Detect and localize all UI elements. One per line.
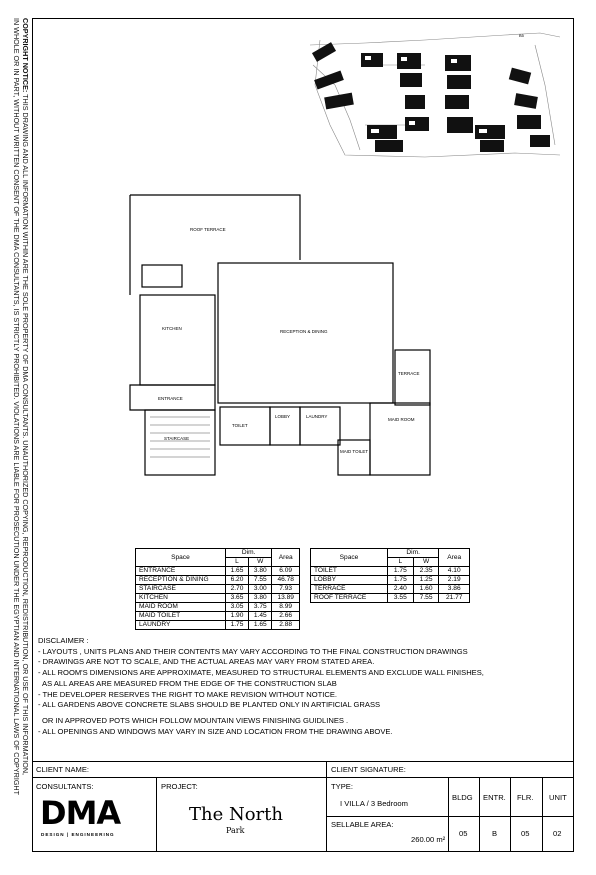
dma-logo: DMA bbox=[40, 794, 121, 832]
cell-w: 3.00 bbox=[249, 585, 272, 594]
cell-w: 2.35 bbox=[413, 567, 439, 576]
disclaimer-item: - THE DEVELOPER RESERVES THE RIGHT TO MAKE REVISION WITHOUT NOTICE. bbox=[38, 689, 338, 699]
project-label: PROJECT: bbox=[161, 782, 198, 791]
cell-l: 3.55 bbox=[387, 594, 413, 603]
room-staircase: STAIRCASE bbox=[164, 436, 190, 441]
room-toilet: TOILET bbox=[232, 423, 248, 428]
site-marker: B5 bbox=[519, 33, 524, 38]
val-bldg: 05 bbox=[459, 829, 468, 838]
cell-area: 2.19 bbox=[439, 576, 470, 585]
table-row bbox=[136, 585, 300, 594]
disclaimer-title: DISCLAIMER : bbox=[38, 636, 89, 645]
hdr-entr: ENTR. bbox=[483, 793, 506, 802]
cell-area: 4.10 bbox=[439, 567, 470, 576]
col-w: W bbox=[249, 558, 272, 567]
cell-w: 1.60 bbox=[413, 585, 439, 594]
cell-l: 1.75 bbox=[387, 576, 413, 585]
cell-w: 3.80 bbox=[249, 594, 272, 603]
cell-space: ENTRANCE bbox=[136, 567, 226, 576]
cell-w: 3.75 bbox=[249, 603, 272, 612]
client-signature-label: CLIENT SIGNATURE: bbox=[331, 765, 406, 774]
cell-l: 1.75 bbox=[387, 567, 413, 576]
col-area: Area bbox=[272, 549, 300, 567]
sellable-area-value: 260.00 m² bbox=[411, 835, 446, 844]
room-laundry: LAUNDRY bbox=[306, 414, 328, 419]
cell-space: LOBBY bbox=[311, 576, 388, 585]
consultants-label: CONSULTANTS: bbox=[36, 782, 94, 791]
cell-space: TOILET bbox=[311, 567, 388, 576]
copyright-notice bbox=[4, 18, 30, 852]
col-w: W bbox=[413, 558, 439, 567]
disclaimer-item: AS ALL AREAS ARE MEASURED FROM THE EDGE OF THE CONSTRUCTION SLAB bbox=[42, 678, 337, 688]
cell-w: 7.55 bbox=[413, 594, 439, 603]
table-row bbox=[311, 576, 470, 585]
cell-space: MAID TOILET bbox=[136, 612, 226, 621]
disclaimer-item: OR IN APPROVED POTS WHICH FOLLOW MOUNTAIN VIEWS FINISHING GUIDLINES . bbox=[42, 715, 349, 725]
room-roof-terrace: ROOF TERRACE bbox=[190, 227, 226, 232]
cell-l: 2.40 bbox=[387, 585, 413, 594]
val-entr: B bbox=[492, 829, 498, 838]
table-row bbox=[311, 594, 470, 603]
room-entrance: ENTRANCE bbox=[158, 396, 183, 401]
cell-l: 3.65 bbox=[225, 594, 248, 603]
project-logo: The North bbox=[189, 804, 283, 825]
disclaimer-item: - DRAWINGS ARE NOT TO SCALE, AND THE ACTUAL AREAS MAY VARY FROM STATED AREA. bbox=[38, 657, 375, 667]
project-logo-sub: Park bbox=[226, 826, 245, 835]
table-row bbox=[311, 585, 470, 594]
site-plan bbox=[305, 25, 567, 165]
copyright-line-1: THIS DRAWING AND ALL INFORMATION WITHIN ARE THE SOLE PROPERTY OF DMA CONSULTANTS. UNAUTHORIZED COPYING, REPRODUCTION, REDISTRIBUTION, OR USE OF THIS INFORMATION, bbox=[21, 92, 30, 776]
cell-l: 2.70 bbox=[225, 585, 248, 594]
cell-area: 2.66 bbox=[272, 612, 300, 621]
cell-space: MAID ROOM bbox=[136, 603, 226, 612]
col-area: Area bbox=[439, 549, 470, 567]
table-row bbox=[136, 594, 300, 603]
cell-l: 1.75 bbox=[225, 621, 248, 630]
cell-l: 6.20 bbox=[225, 576, 248, 585]
disclaimer-item: - ALL ROOM'S DIMENSIONS ARE APPROXIMATE, MEASURED TO STRUCTURAL ELEMENTS AND EXCLUDE WALL FINISHES, bbox=[38, 668, 484, 678]
cell-area: 3.86 bbox=[439, 585, 470, 594]
cell-w: 3.80 bbox=[249, 567, 272, 576]
disclaimer-item: - ALL GARDENS ABOVE CONCRETE SLABS SHOULD BE PLANTED ONLY IN ARTIFICIAL GRASS bbox=[38, 700, 381, 710]
cell-area: 8.99 bbox=[272, 603, 300, 612]
room-reception: RECEPTION & DINING bbox=[280, 329, 328, 334]
room-lobby: LOBBY bbox=[275, 414, 291, 419]
cell-space: ROOF TERRACE bbox=[311, 594, 388, 603]
cell-w: 1.45 bbox=[249, 612, 272, 621]
type-label: TYPE: bbox=[331, 782, 353, 791]
val-unit: 02 bbox=[553, 829, 562, 838]
cell-w: 1.25 bbox=[413, 576, 439, 585]
floor-plan bbox=[120, 185, 450, 490]
copyright-line-2: IN WHOLE OR IN PART, WITHOUT WRITTEN CONSENT OF THE DMA CONSULTANTS, IS STRICTLY PROHIBITED. VIOLATIONS ARE LIABLE FOR PROSECUTION UNDER THE EGYPTIAN AND INTERNATIONAL LAWS OF COPYRIGHT bbox=[12, 18, 21, 796]
col-dim: Dim. bbox=[225, 549, 272, 558]
client-name-label: CLIENT NAME: bbox=[36, 765, 90, 774]
table-row bbox=[136, 603, 300, 612]
type-value: I VILLA / 3 Bedroom bbox=[340, 799, 408, 808]
table-row bbox=[136, 621, 300, 630]
copyright-title: COPYRIGHT NOTICE: bbox=[21, 18, 30, 93]
cell-space: LAUNDRY bbox=[136, 621, 226, 630]
cell-area: 7.93 bbox=[272, 585, 300, 594]
cell-area: 46.78 bbox=[272, 576, 300, 585]
room-kitchen: KITCHEN bbox=[162, 326, 182, 331]
col-space: Space bbox=[136, 549, 226, 567]
room-maid-toilet: MAID TOILET bbox=[340, 449, 369, 454]
disclaimer bbox=[38, 636, 568, 737]
hdr-flr: FLR. bbox=[517, 793, 534, 802]
sellable-area-label: SELLABLE AREA: bbox=[331, 820, 394, 829]
dma-logo-sub: DESIGN | ENGINEERING bbox=[41, 832, 115, 837]
cell-area: 21.77 bbox=[439, 594, 470, 603]
cell-l: 1.65 bbox=[225, 567, 248, 576]
col-l: L bbox=[387, 558, 413, 567]
hdr-unit: UNIT bbox=[549, 793, 567, 802]
disclaimer-item: - ALL OPENINGS AND WINDOWS MAY VARY IN SIZE AND LOCATION FROM THE DRAWING ABOVE. bbox=[38, 726, 393, 736]
col-dim: Dim. bbox=[387, 549, 439, 558]
cell-w: 7.55 bbox=[249, 576, 272, 585]
val-flr: 05 bbox=[521, 829, 530, 838]
room-maid-room: MAID ROOM bbox=[388, 417, 415, 422]
table-row bbox=[311, 567, 470, 576]
room-terrace: TERRACE bbox=[398, 371, 420, 376]
cell-area: 2.88 bbox=[272, 621, 300, 630]
cell-l: 1.90 bbox=[225, 612, 248, 621]
area-table-right bbox=[310, 548, 470, 603]
cell-space: STAIRCASE bbox=[136, 585, 226, 594]
table-row bbox=[136, 612, 300, 621]
table-row bbox=[136, 567, 300, 576]
cell-l: 3.05 bbox=[225, 603, 248, 612]
cell-space: TERRACE bbox=[311, 585, 388, 594]
cell-space: RECEPTION & DINING bbox=[136, 576, 226, 585]
col-l: L bbox=[225, 558, 248, 567]
col-space: Space bbox=[311, 549, 388, 567]
cell-area: 6.09 bbox=[272, 567, 300, 576]
cell-w: 1.65 bbox=[249, 621, 272, 630]
disclaimer-item: - LAYOUTS , UNITS PLANS AND THEIR CONTENTS MAY VARY ACCORDING TO THE FINAL CONSTRUCTION DRAWINGS bbox=[38, 646, 468, 656]
area-table-left bbox=[135, 548, 300, 630]
cell-area: 13.89 bbox=[272, 594, 300, 603]
table-row bbox=[136, 576, 300, 585]
cell-space: KITCHEN bbox=[136, 594, 226, 603]
hdr-bldg: BLDG bbox=[452, 793, 473, 802]
